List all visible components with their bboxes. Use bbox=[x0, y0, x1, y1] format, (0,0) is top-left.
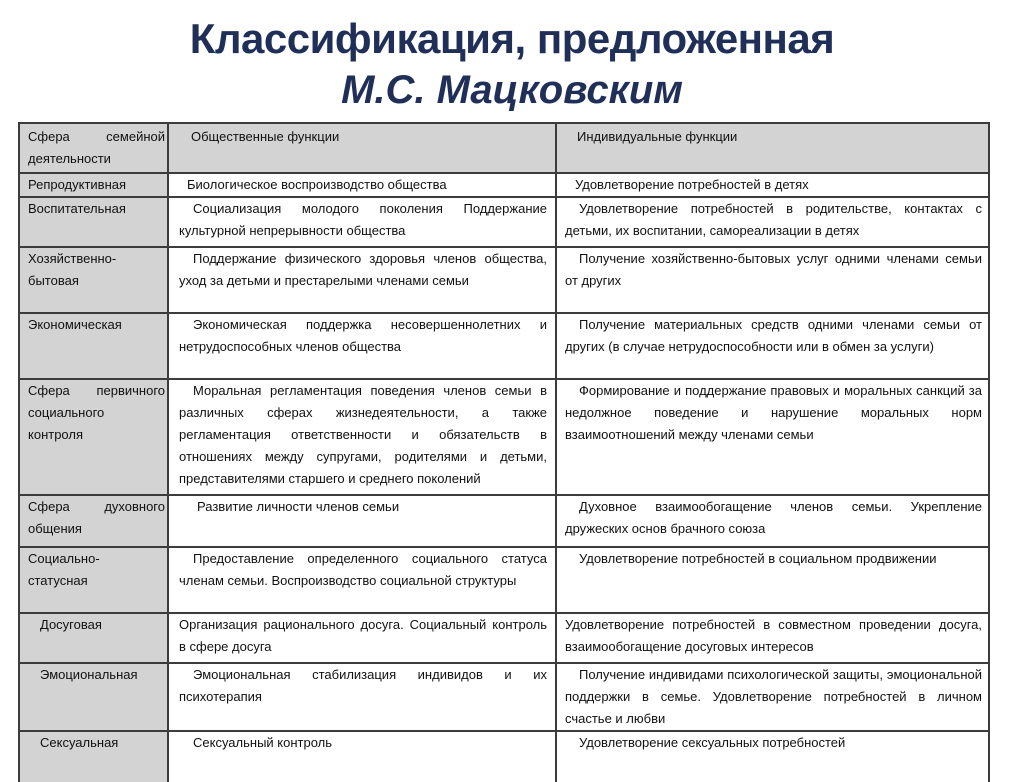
table-row bbox=[20, 731, 990, 782]
row-sphere-line2: статусная bbox=[28, 573, 88, 588]
row-social: Предоставление определенного социального статуса членам семьи. Воспроизводство социальной структуры bbox=[168, 547, 556, 613]
row-individual: Удовлетворение потребностей в родительстве, контактах с детьми, их воспитании, самореализации в детях bbox=[556, 197, 990, 247]
table-row bbox=[20, 547, 990, 613]
row-individual: Удовлетворение потребностей в детях bbox=[556, 173, 990, 197]
table-row bbox=[20, 663, 990, 731]
table-row bbox=[20, 613, 990, 663]
title-line-2: М.С. Мацковским bbox=[341, 68, 683, 112]
row-individual: Удовлетворение сексуальных потребностей bbox=[579, 735, 846, 750]
header-sphere bbox=[20, 124, 168, 173]
row-social: Биологическое воспроизводство общества bbox=[168, 173, 556, 197]
row-individual: Удовлетворение потребностей в совместном проведении досуга, взаимообогащение досуговых интересов bbox=[556, 613, 990, 663]
row-individual: Получение материальных средств одними членами семьи от других (в случае нетрудоспособности или в обмен за услуги) bbox=[556, 313, 990, 379]
row-individual: Духовное взаимообогащение членов семьи. Укрепление дружеских основ брачного союза bbox=[556, 495, 990, 547]
row-individual: Формирование и поддержание правовых и моральных санкций за недолжное поведение и нарушение моральных норм взаимоотношений между членами семьи bbox=[556, 379, 990, 495]
row-sphere: Досуговая bbox=[20, 613, 168, 663]
row-sphere bbox=[20, 495, 168, 547]
header-social: Общественные функции bbox=[168, 124, 556, 173]
row-sphere: Сексуальная bbox=[20, 731, 168, 782]
table-row bbox=[20, 247, 990, 313]
table-row bbox=[20, 379, 990, 495]
row-sphere bbox=[20, 247, 168, 313]
title-line-1: Классификация, предложенная bbox=[189, 15, 835, 62]
table-header-row bbox=[20, 124, 990, 173]
page-title bbox=[0, 14, 1024, 116]
row-sphere-line3: контроля bbox=[28, 427, 83, 442]
row-sphere: Воспитательная bbox=[20, 197, 168, 247]
row-social: Сексуальный контроль bbox=[168, 731, 556, 782]
row-sphere-line2: бытовая bbox=[28, 273, 79, 288]
table-row bbox=[20, 495, 990, 547]
row-sphere bbox=[20, 547, 168, 613]
table-row bbox=[20, 313, 990, 379]
row-social: Моральная регламентация поведения членов семьи в различных сферах жизнедеятельности, а также регламентация ответственности и обязательств в отношениях между супругами, родителями и детьми, представителями старшего и среднего поколений bbox=[168, 379, 556, 495]
row-individual: Удовлетворение потребностей в социальном продвижении bbox=[556, 547, 990, 613]
row-sphere: Репродуктивная bbox=[20, 173, 168, 197]
row-individual: Получение индивидами психологической защиты, эмоциональной поддержки в семье. Удовлетворение потребностей в личном счастье и любви bbox=[556, 663, 990, 731]
row-sphere-line1: Хозяйственно- bbox=[28, 251, 117, 266]
classification-table bbox=[18, 122, 990, 782]
row-social: Экономическая поддержка несовершеннолетних и нетрудоспособных членов общества bbox=[168, 313, 556, 379]
row-social: Организация рационального досуга. Социальный контроль в сфере досуга bbox=[168, 613, 556, 663]
header-sphere-line2: деятельности bbox=[28, 151, 111, 166]
row-social: Развитие личности членов семьи bbox=[168, 495, 556, 547]
row-sphere-line1: Сфера духовного bbox=[28, 499, 165, 514]
header-sphere-line1: Сфера семейной bbox=[28, 129, 165, 144]
row-sphere-line2: общения bbox=[28, 521, 82, 536]
row-sphere: Эмоциональная bbox=[20, 663, 168, 731]
row-sphere-line1: Социально- bbox=[28, 551, 100, 566]
row-social: Поддержание физического здоровья членов общества, уход за детьми и престарелыми членами семьи bbox=[168, 247, 556, 313]
row-individual: Получение хозяйственно-бытовых услуг одними членами семьи от других bbox=[556, 247, 990, 313]
row-social: Эмоциональная стабилизация индивидов и их психотерапия bbox=[168, 663, 556, 731]
row-sphere: Экономическая bbox=[20, 313, 168, 379]
row-sphere bbox=[20, 379, 168, 495]
row-sphere-line1: Сфера первичного bbox=[28, 383, 165, 398]
row-social: Социализация молодого поколения Поддержание культурной непрерывности общества bbox=[168, 197, 556, 247]
row-sphere-line2: социального bbox=[28, 405, 105, 420]
header-individual: Индивидуальные функции bbox=[556, 124, 990, 173]
table-row bbox=[20, 173, 990, 197]
table-row bbox=[20, 197, 990, 247]
